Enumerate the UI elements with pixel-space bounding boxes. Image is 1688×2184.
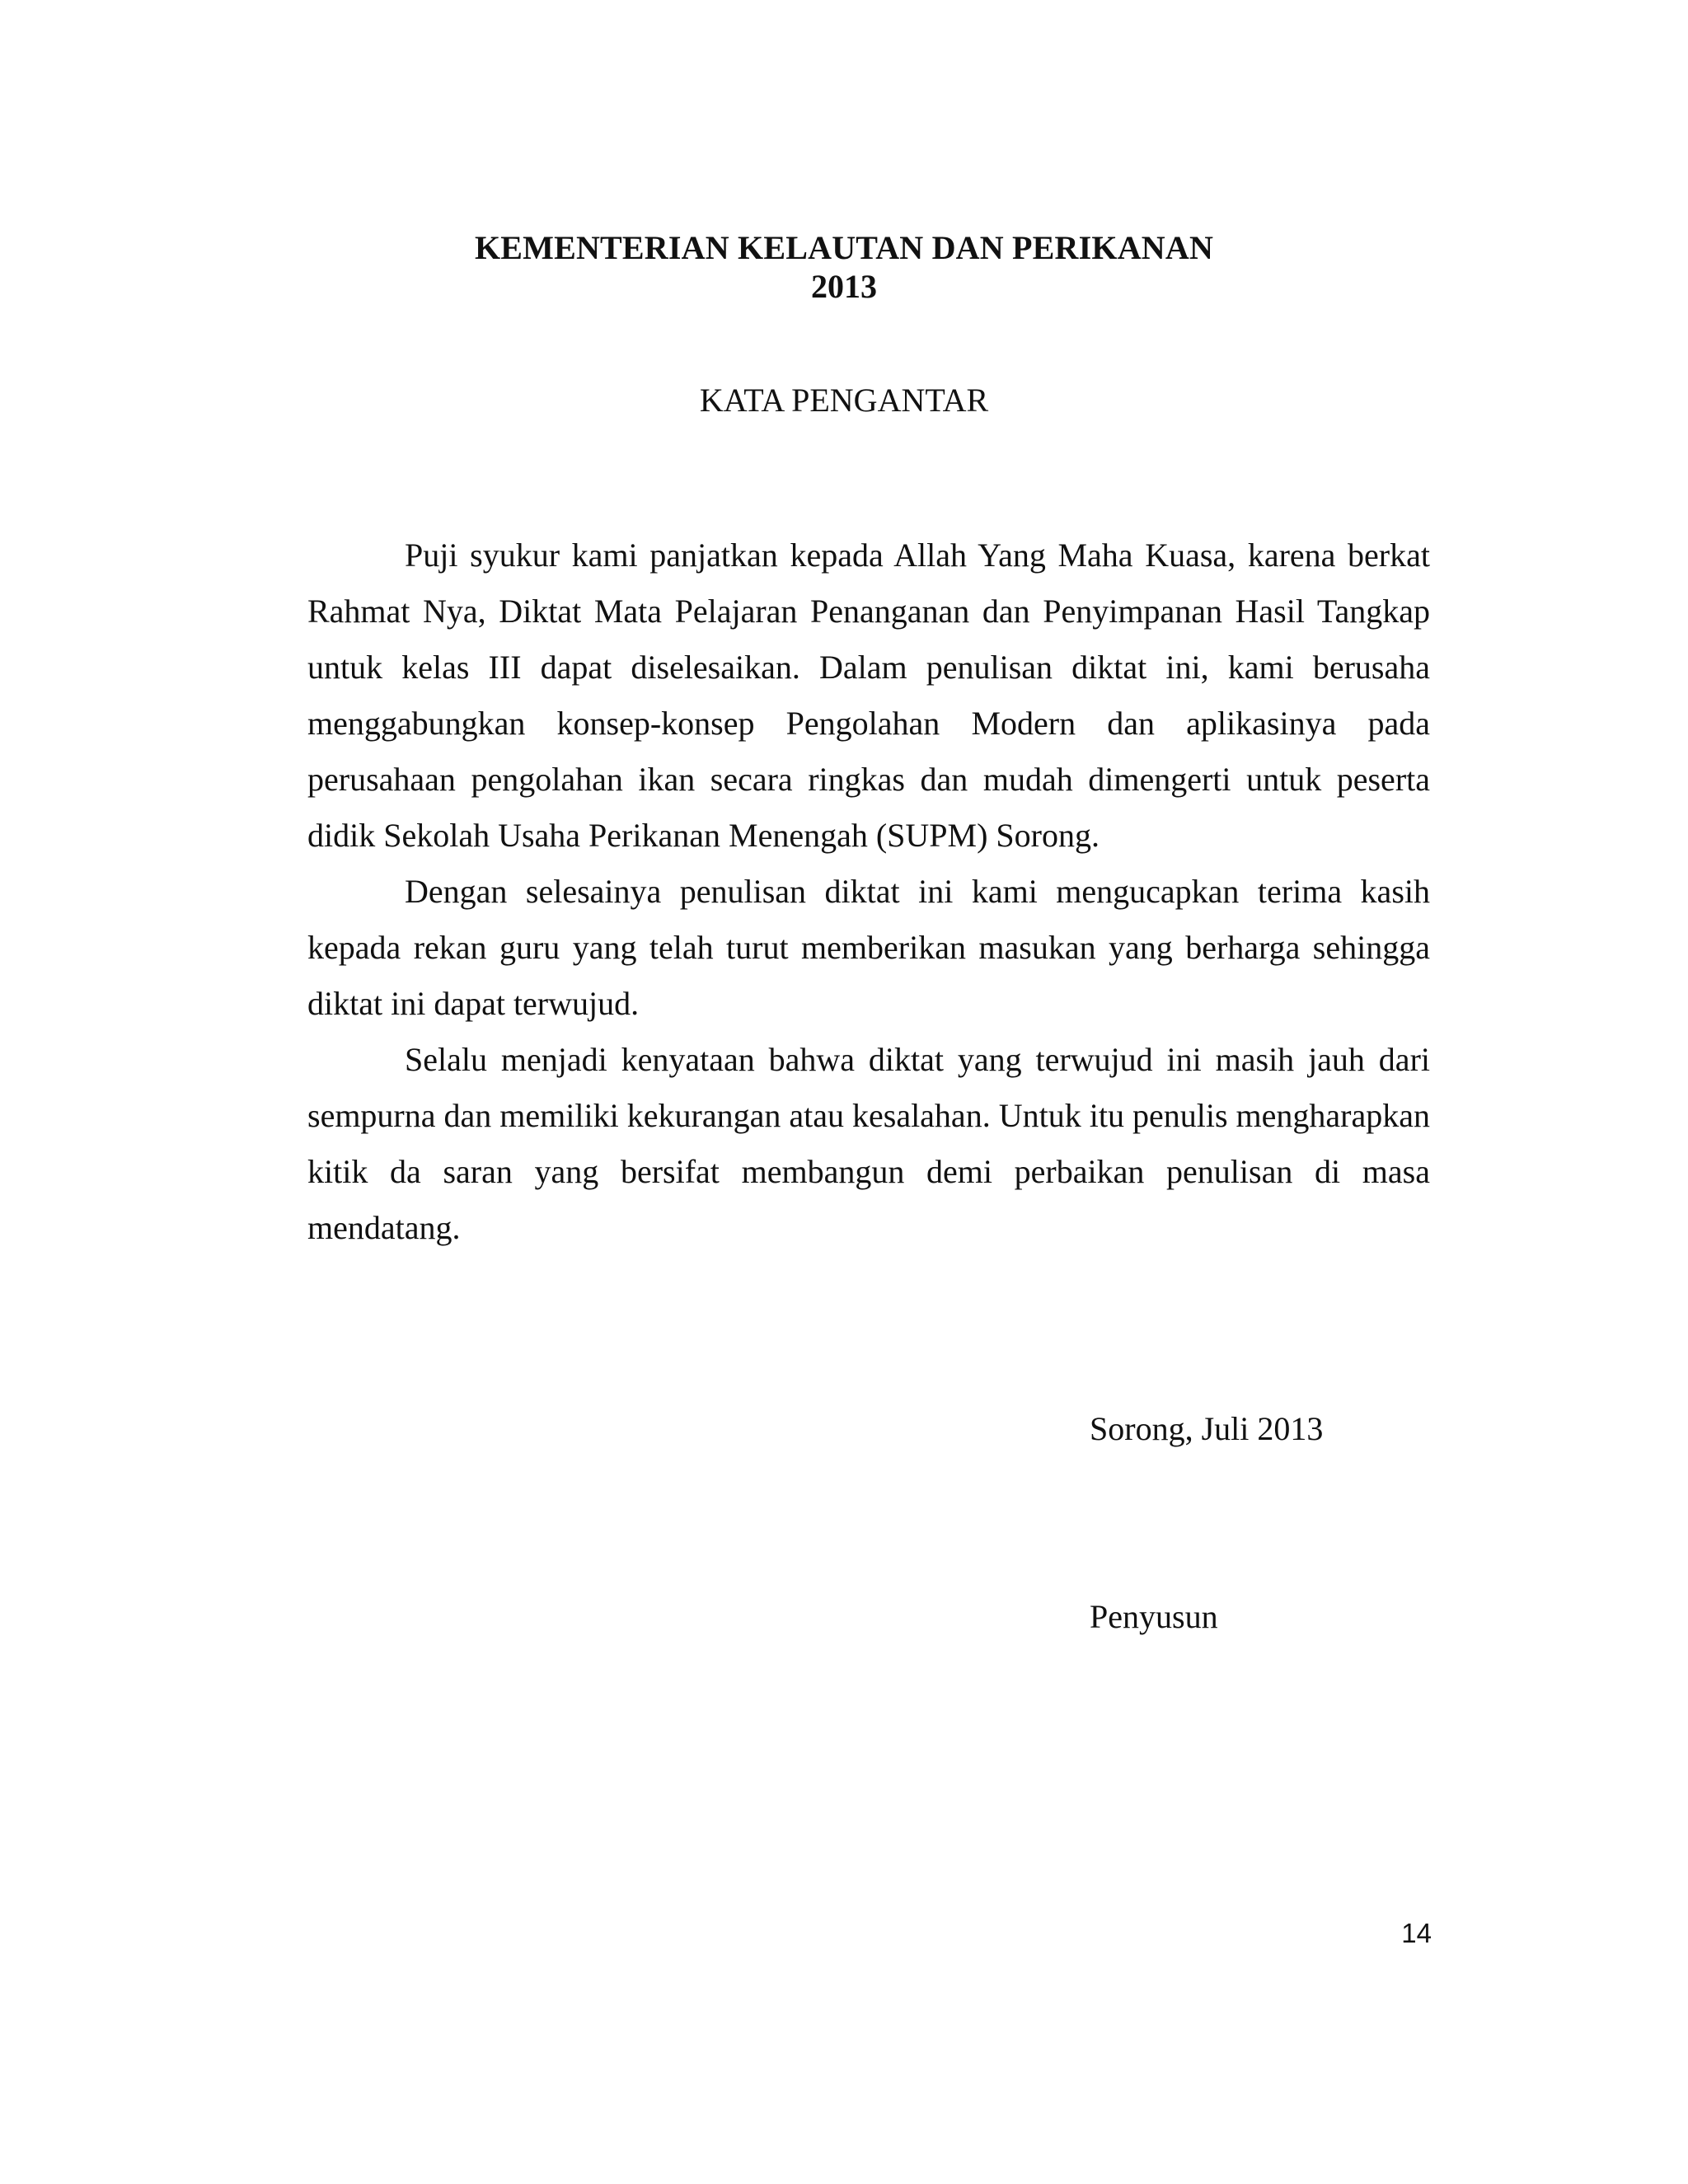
ministry-heading: KEMENTERIAN KELAUTAN DAN PERIKANAN — [474, 229, 1214, 266]
signer: Penyusun — [1090, 1598, 1218, 1635]
paragraph-1: Puji syukur kami panjatkan kepada Allah Yang Maha Kuasa, karena berkat Rahmat Nya, Diktat Mata Pelajaran Penanganan dan Penyimpanan Hasil Tangkap untuk kelas III dapat diselesaikan. Dalam penulisan diktat ini, kami berusaha menggabungkan konsep-konsep Pengolahan Modern dan aplikasinya pada perusahaan pengolahan ikan secara ringkas dan mudah dimengerti untuk peserta didik Sekolah Usaha Perikanan Menengah (SUPM) Sorong. — [307, 537, 1430, 854]
paragraph-2: Dengan selesainya penulisan diktat ini kami mengucapkan terima kasih kepada rekan guru yang telah turut memberikan masukan yang berharga sehingga diktat ini dapat terwujud. — [307, 873, 1430, 1022]
paragraph-3: Selalu menjadi kenyataan bahwa diktat yang terwujud ini masih jauh dari sempurna dan memiliki kekurangan atau kesalahan. Untuk itu penulis mengharapkan kitik da saran yang bersifat membangun demi perbaikan penulisan di masa mendatang. — [307, 1041, 1430, 1246]
year-heading: 2013 — [811, 268, 877, 305]
page-number: 14 — [1401, 1918, 1432, 1948]
place-date: Sorong, Juli 2013 — [1090, 1410, 1324, 1447]
section-title: KATA PENGANTAR — [699, 382, 989, 419]
foreword-body — [307, 527, 1430, 1256]
